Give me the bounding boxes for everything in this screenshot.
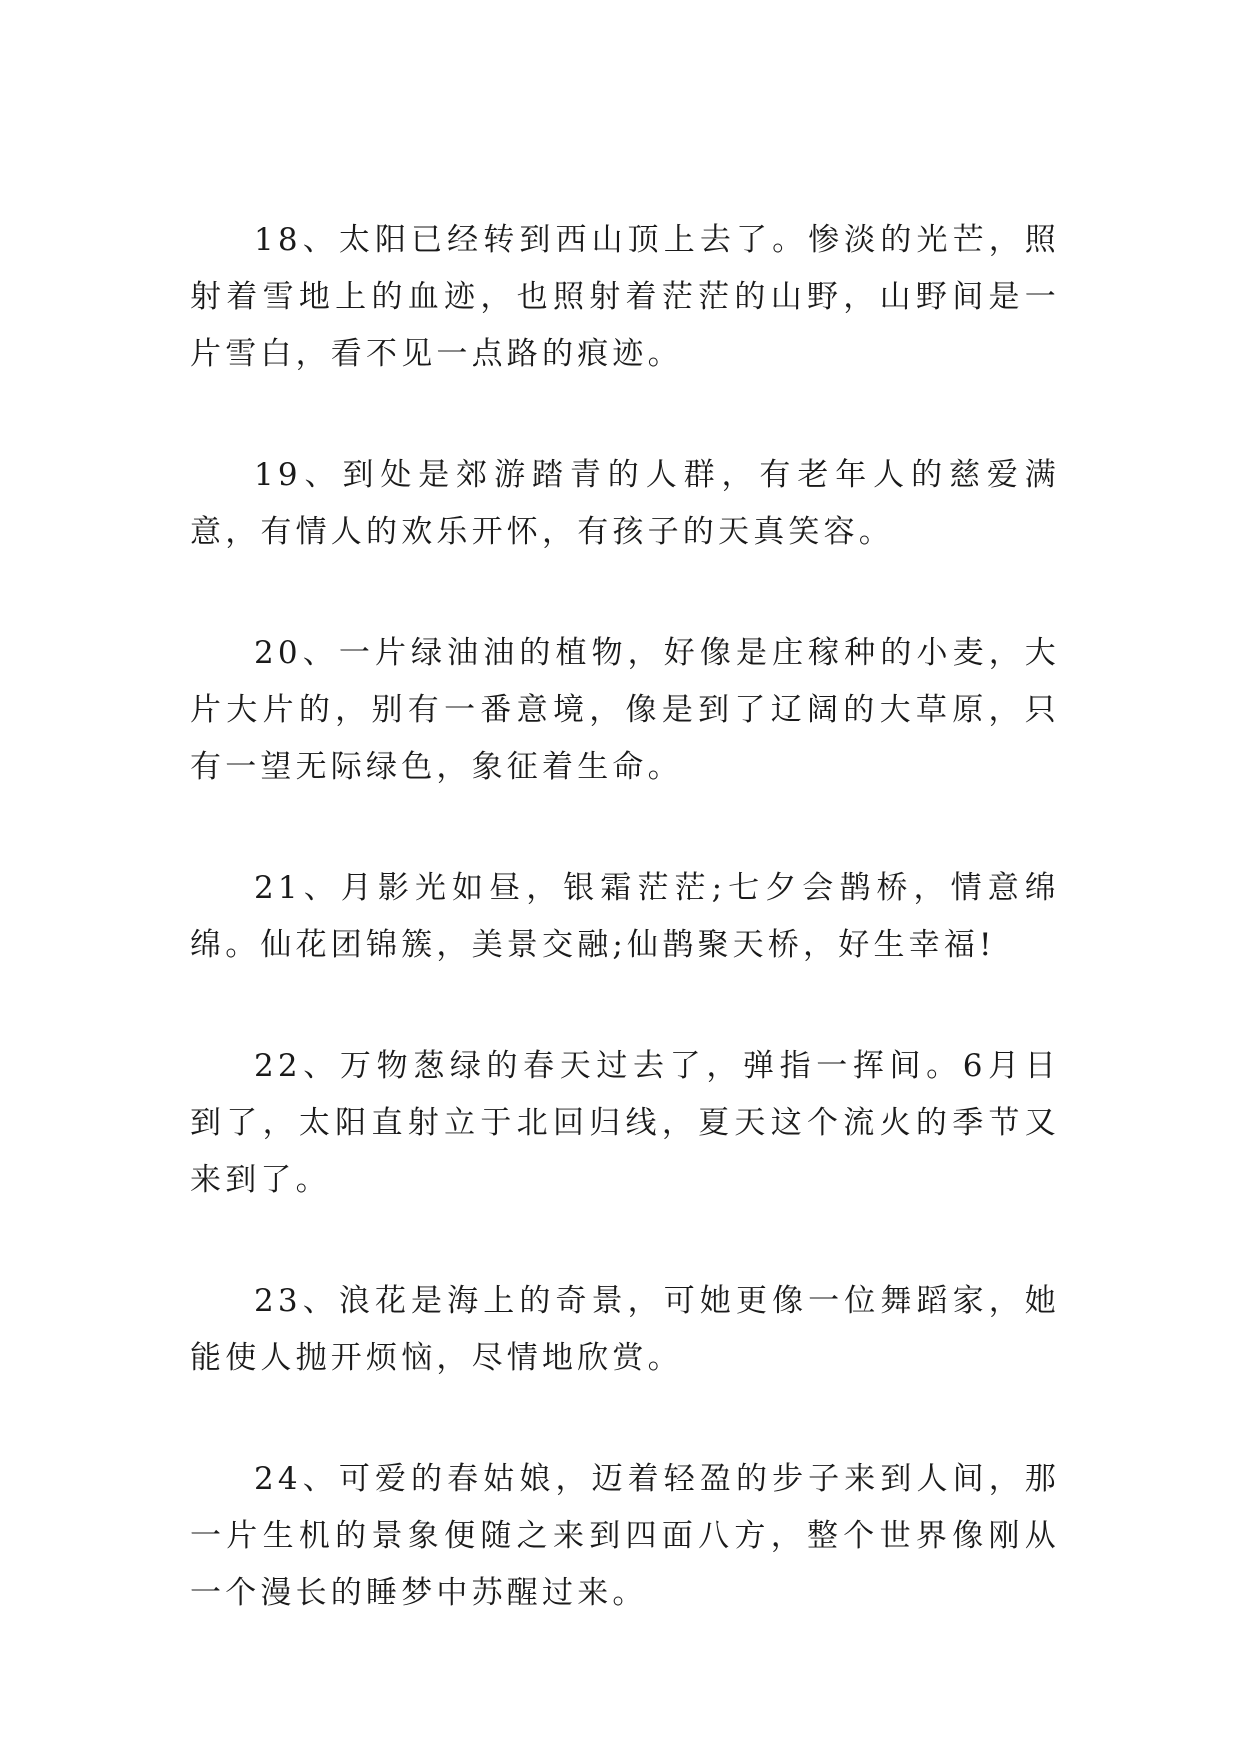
paragraph-19: 19、到处是郊游踏青的人群，有老年人的慈爱满意，有情人的欢乐开怀，有孩子的天真笑容。 bbox=[190, 457, 1060, 550]
paragraph-20: 20、一片绿油油的植物，好像是庄稼种的小麦，大片大片的，别有一番意境，像是到了辽阔的大草原，只有一望无际绿色，象征着生命。 bbox=[190, 635, 1060, 785]
paragraph-23: 23、浪花是海上的奇景，可她更像一位舞蹈家，她能使人抛开烦恼，尽情地欣赏。 bbox=[190, 1283, 1060, 1376]
paragraph-22: 22、万物葱绿的春天过去了，弹指一挥间。6月日到了，太阳直射立于北回归线，夏天这个流火的季节又来到了。 bbox=[190, 1048, 1060, 1198]
paragraph-21: 21、月影光如昼，银霜茫茫;七夕会鹊桥，情意绵绵。仙花团锦簇，美景交融;仙鹊聚天桥，好生幸福! bbox=[190, 870, 1060, 963]
paragraph-18: 18、太阳已经转到西山顶上去了。惨淡的光芒，照射着雪地上的血迹，也照射着茫茫的山野，山野间是一片雪白，看不见一点路的痕迹。 bbox=[190, 222, 1060, 372]
paragraph-24: 24、可爱的春姑娘，迈着轻盈的步子来到人间，那一片生机的景象便随之来到四面八方，整个世界像刚从一个漫长的睡梦中苏醒过来。 bbox=[190, 1461, 1060, 1611]
document-body bbox=[190, 212, 1060, 1686]
